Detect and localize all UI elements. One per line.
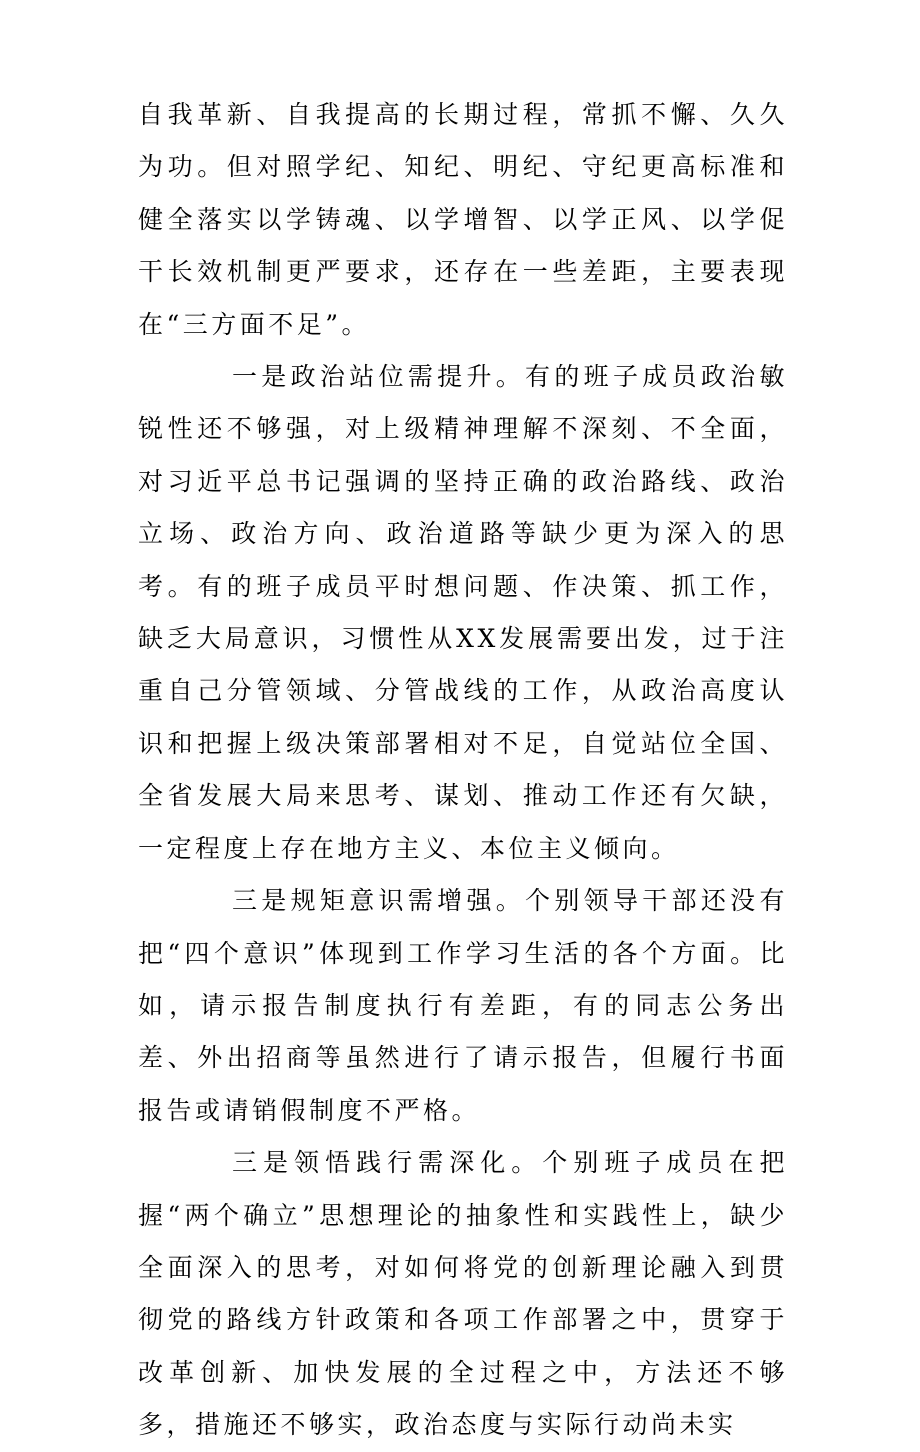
paragraph-political-stance: 一是政治站位需提升。有的班子成员政治敏锐性还不够强，对上级精神理解不深刻、不全面，对习近平总书记强调的坚持正确的政治路线、政治立场、政治方向、政治道路等缺少更为深入的思考。有的班子成员平时想问题、作决策、抓工作，缺乏大局意识，习惯性从XX发展需要出发，过于注重自己分管领域、分管战线的工作，从政治高度认识和把握上级决策部署相对不足，自觉站位全国、全省发展大局来思考、谋划、推动工作还有欠缺，一定程度上存在地方主义、本位主义倾向。	[138, 362, 788, 863]
document-body	[138, 89, 788, 1452]
paragraph-continuation: 自我革新、自我提高的长期过程，常抓不懈、久久为功。但对照学纪、知纪、明纪、守纪更高标准和健全落实以学铸魂、以学增智、以学正风、以学促干长效机制更严要求，还存在一些差距，主要表现在“三方面不足”。	[138, 100, 788, 339]
paragraph-comprehension-practice: 三是领悟践行需深化。个别班子成员在把握“两个确立”思想理论的抽象性和实践性上，缺少全面深入的思考，对如何将党的创新理论融入到贯彻党的路线方针政策和各项工作部署之中，贯穿于改革创新、加快发展的全过程之中，方法还不够多，措施还不够实，政治态度与实际行动尚未实	[138, 1148, 788, 1440]
paragraph-rules-awareness: 三是规矩意识需增强。个别领导干部还没有把“四个意识”体现到工作学习生活的各个方面。比如，请示报告制度执行有差距，有的同志公务出差、外出招商等虽然进行了请示报告，但履行书面报告或请销假制度不严格。	[138, 886, 788, 1125]
